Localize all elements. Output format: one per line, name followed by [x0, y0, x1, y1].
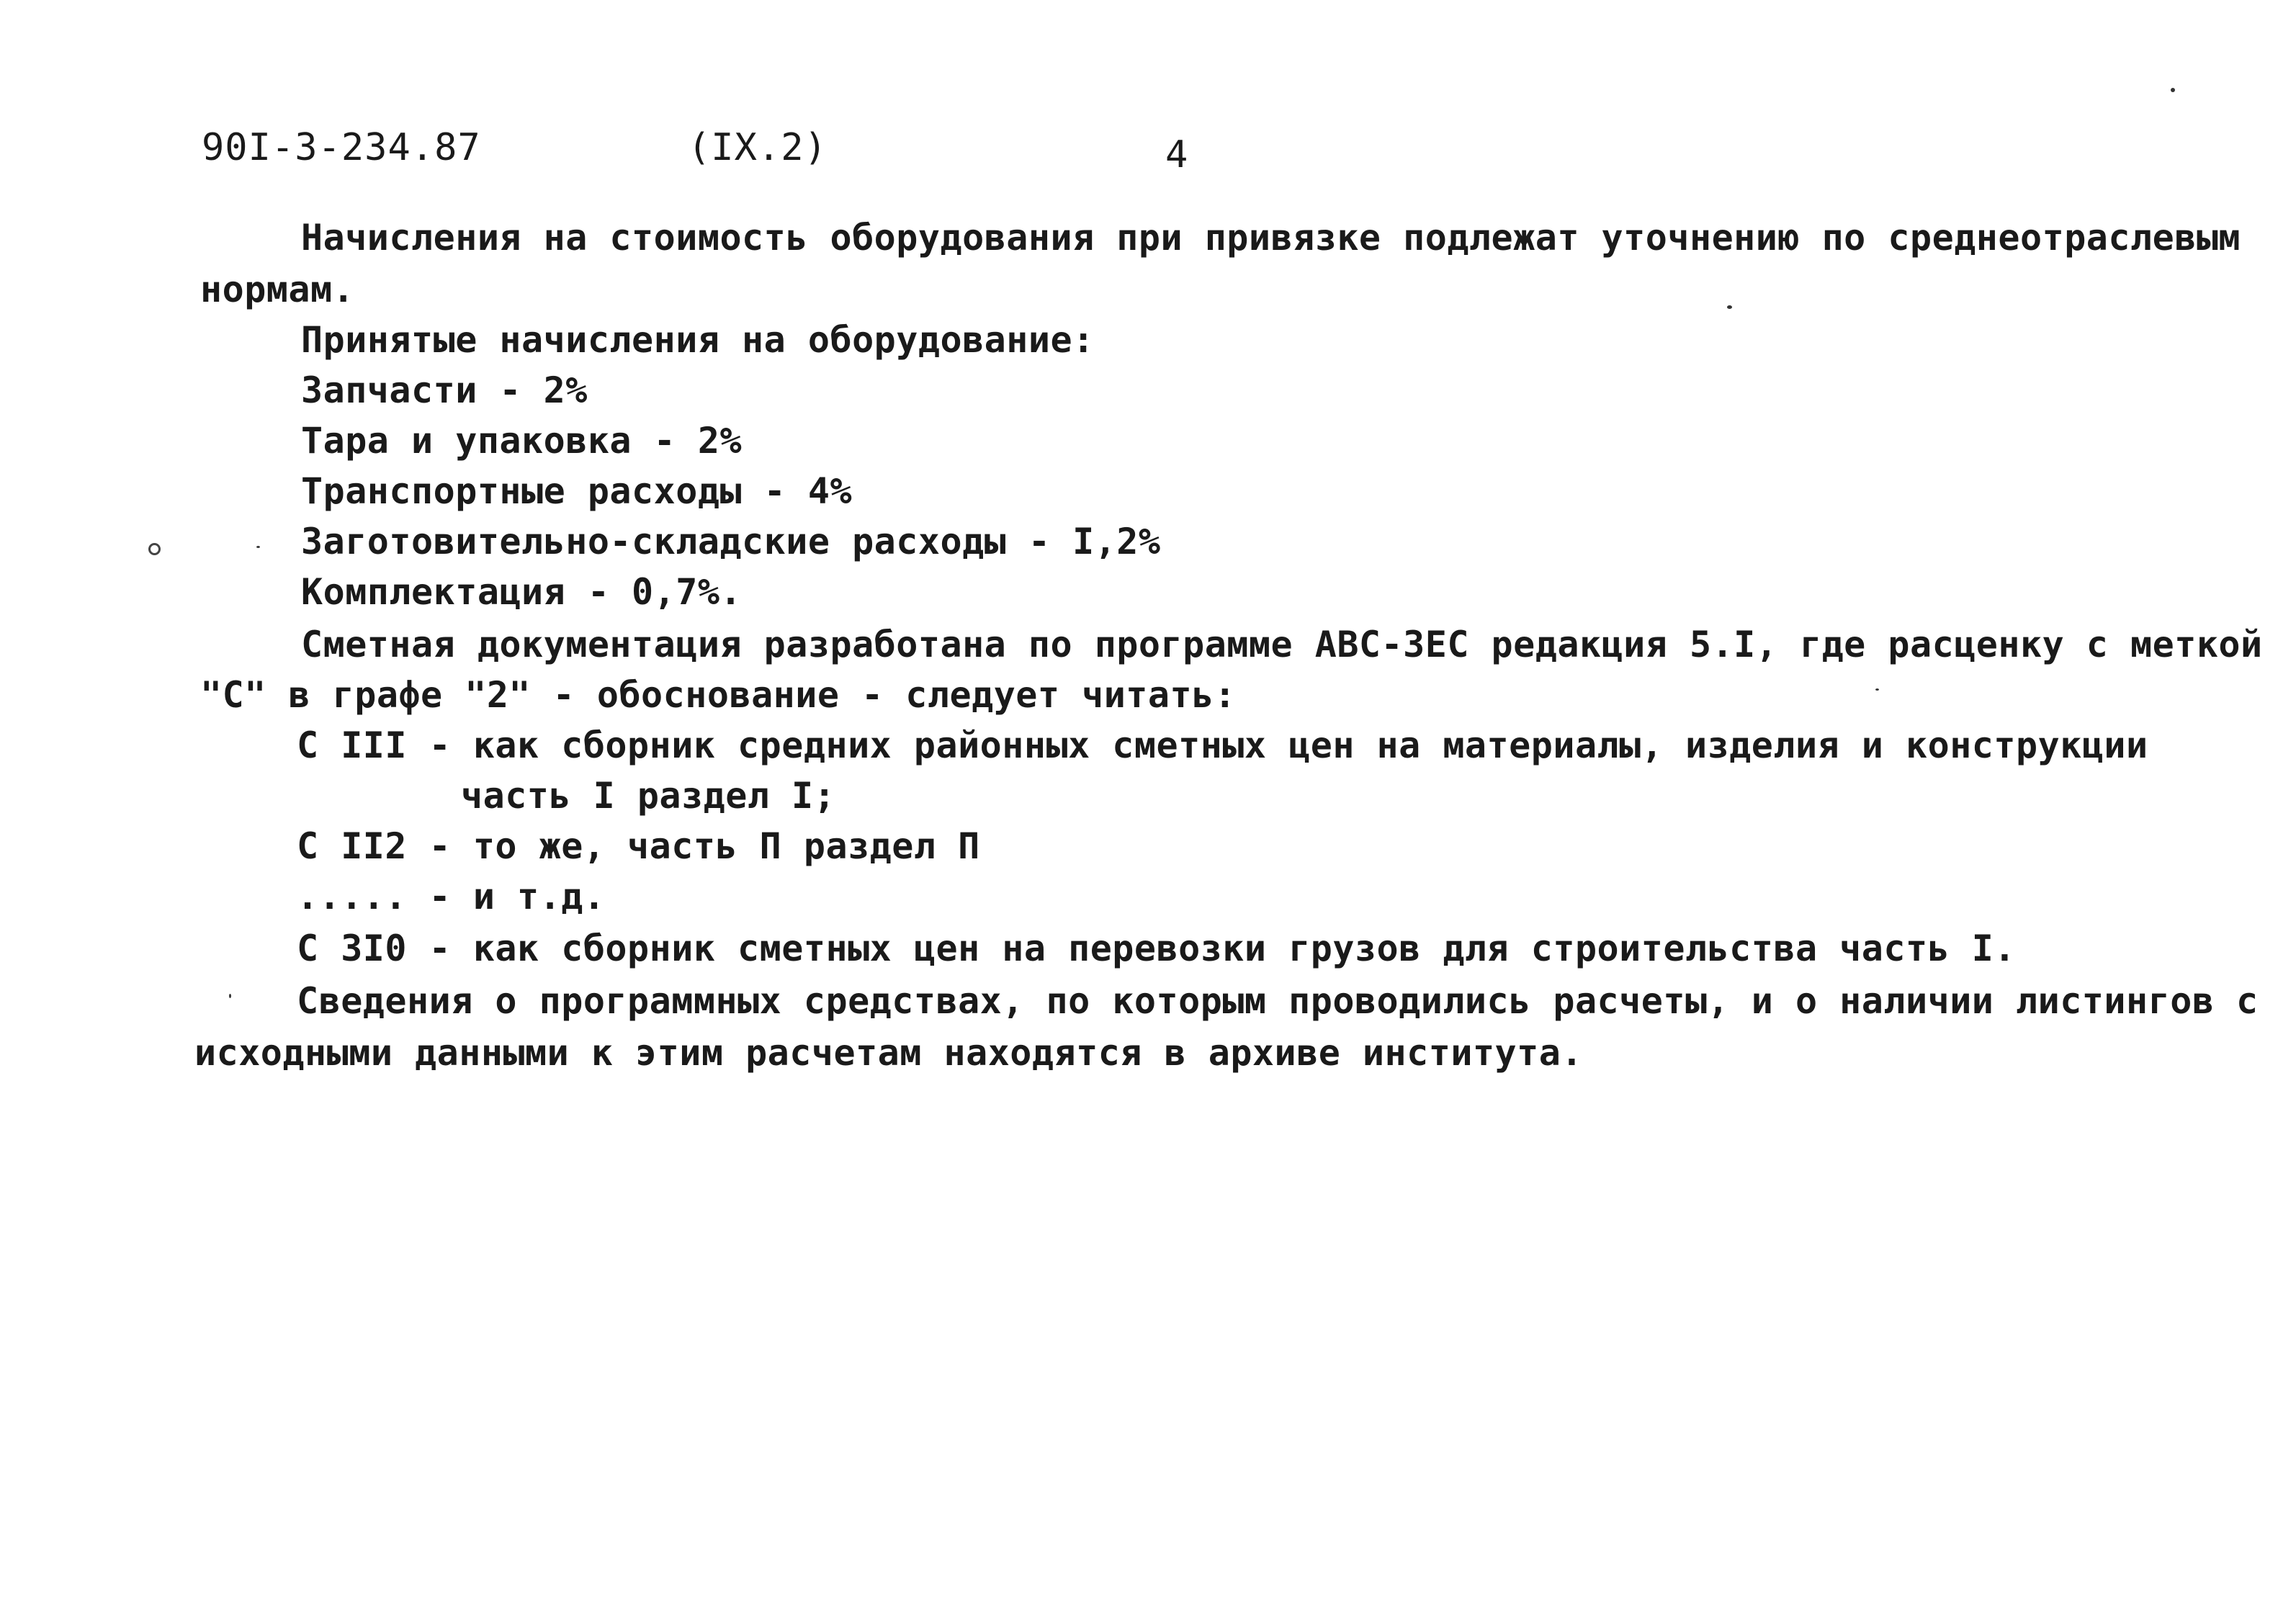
para1-line2: нормам.	[200, 269, 355, 310]
accepted-title: Принятые начисления на оборудование:	[301, 319, 1095, 361]
scan-speck	[256, 546, 260, 548]
charge-transport: Транспортные расходы - 4%	[301, 470, 853, 512]
para2-line2: "С" в графе "2" - обоснование - следует читать:	[200, 674, 1237, 716]
charge-storage: Заготовительно-складские расходы - I,2%	[301, 521, 1161, 562]
scan-speck	[1875, 688, 1879, 691]
para3-line1: Сведения о программных средствах, по которым проводились расчеты, и о наличии листингов с	[297, 980, 2259, 1022]
charge-spares: Запчасти - 2%	[301, 369, 588, 411]
scan-speck	[229, 994, 231, 998]
code-etc: ..... - и т.д.	[297, 876, 606, 917]
code-c310: С 3I0 - как сборник сметных цен на перевозки грузов для строительства часть I.	[297, 928, 2016, 969]
section-code: (IX.2)	[688, 126, 828, 169]
page-number: 4	[1165, 133, 1189, 176]
para2-line1: Сметная документация разработана по программе АВС-ЗЕС редакция 5.I, где расценку с меткой	[301, 624, 2263, 665]
para1-line1: Начисления на стоимость оборудования при привязке подлежат уточнению по среднеотраслевым	[301, 217, 2241, 259]
scan-speck	[1727, 305, 1732, 309]
para3-line2: исходными данными к этим расчетам находятся в архиве института.	[194, 1032, 1583, 1074]
document-code: 90I-3-234.87	[202, 126, 481, 169]
code-c111-line1: С III - как сборник средних районных сметных цен на материалы, изделия и конструкции	[297, 724, 2148, 766]
code-c111-line2: часть I раздел I;	[461, 775, 836, 817]
charge-kit: Комплектация - 0,7%.	[301, 571, 743, 613]
scan-ring-mark	[148, 543, 161, 555]
code-c112: С II2 - то же, часть П раздел П	[297, 825, 980, 867]
scan-speck	[2171, 88, 2175, 92]
charge-packaging: Тара и упаковка - 2%	[301, 420, 743, 462]
